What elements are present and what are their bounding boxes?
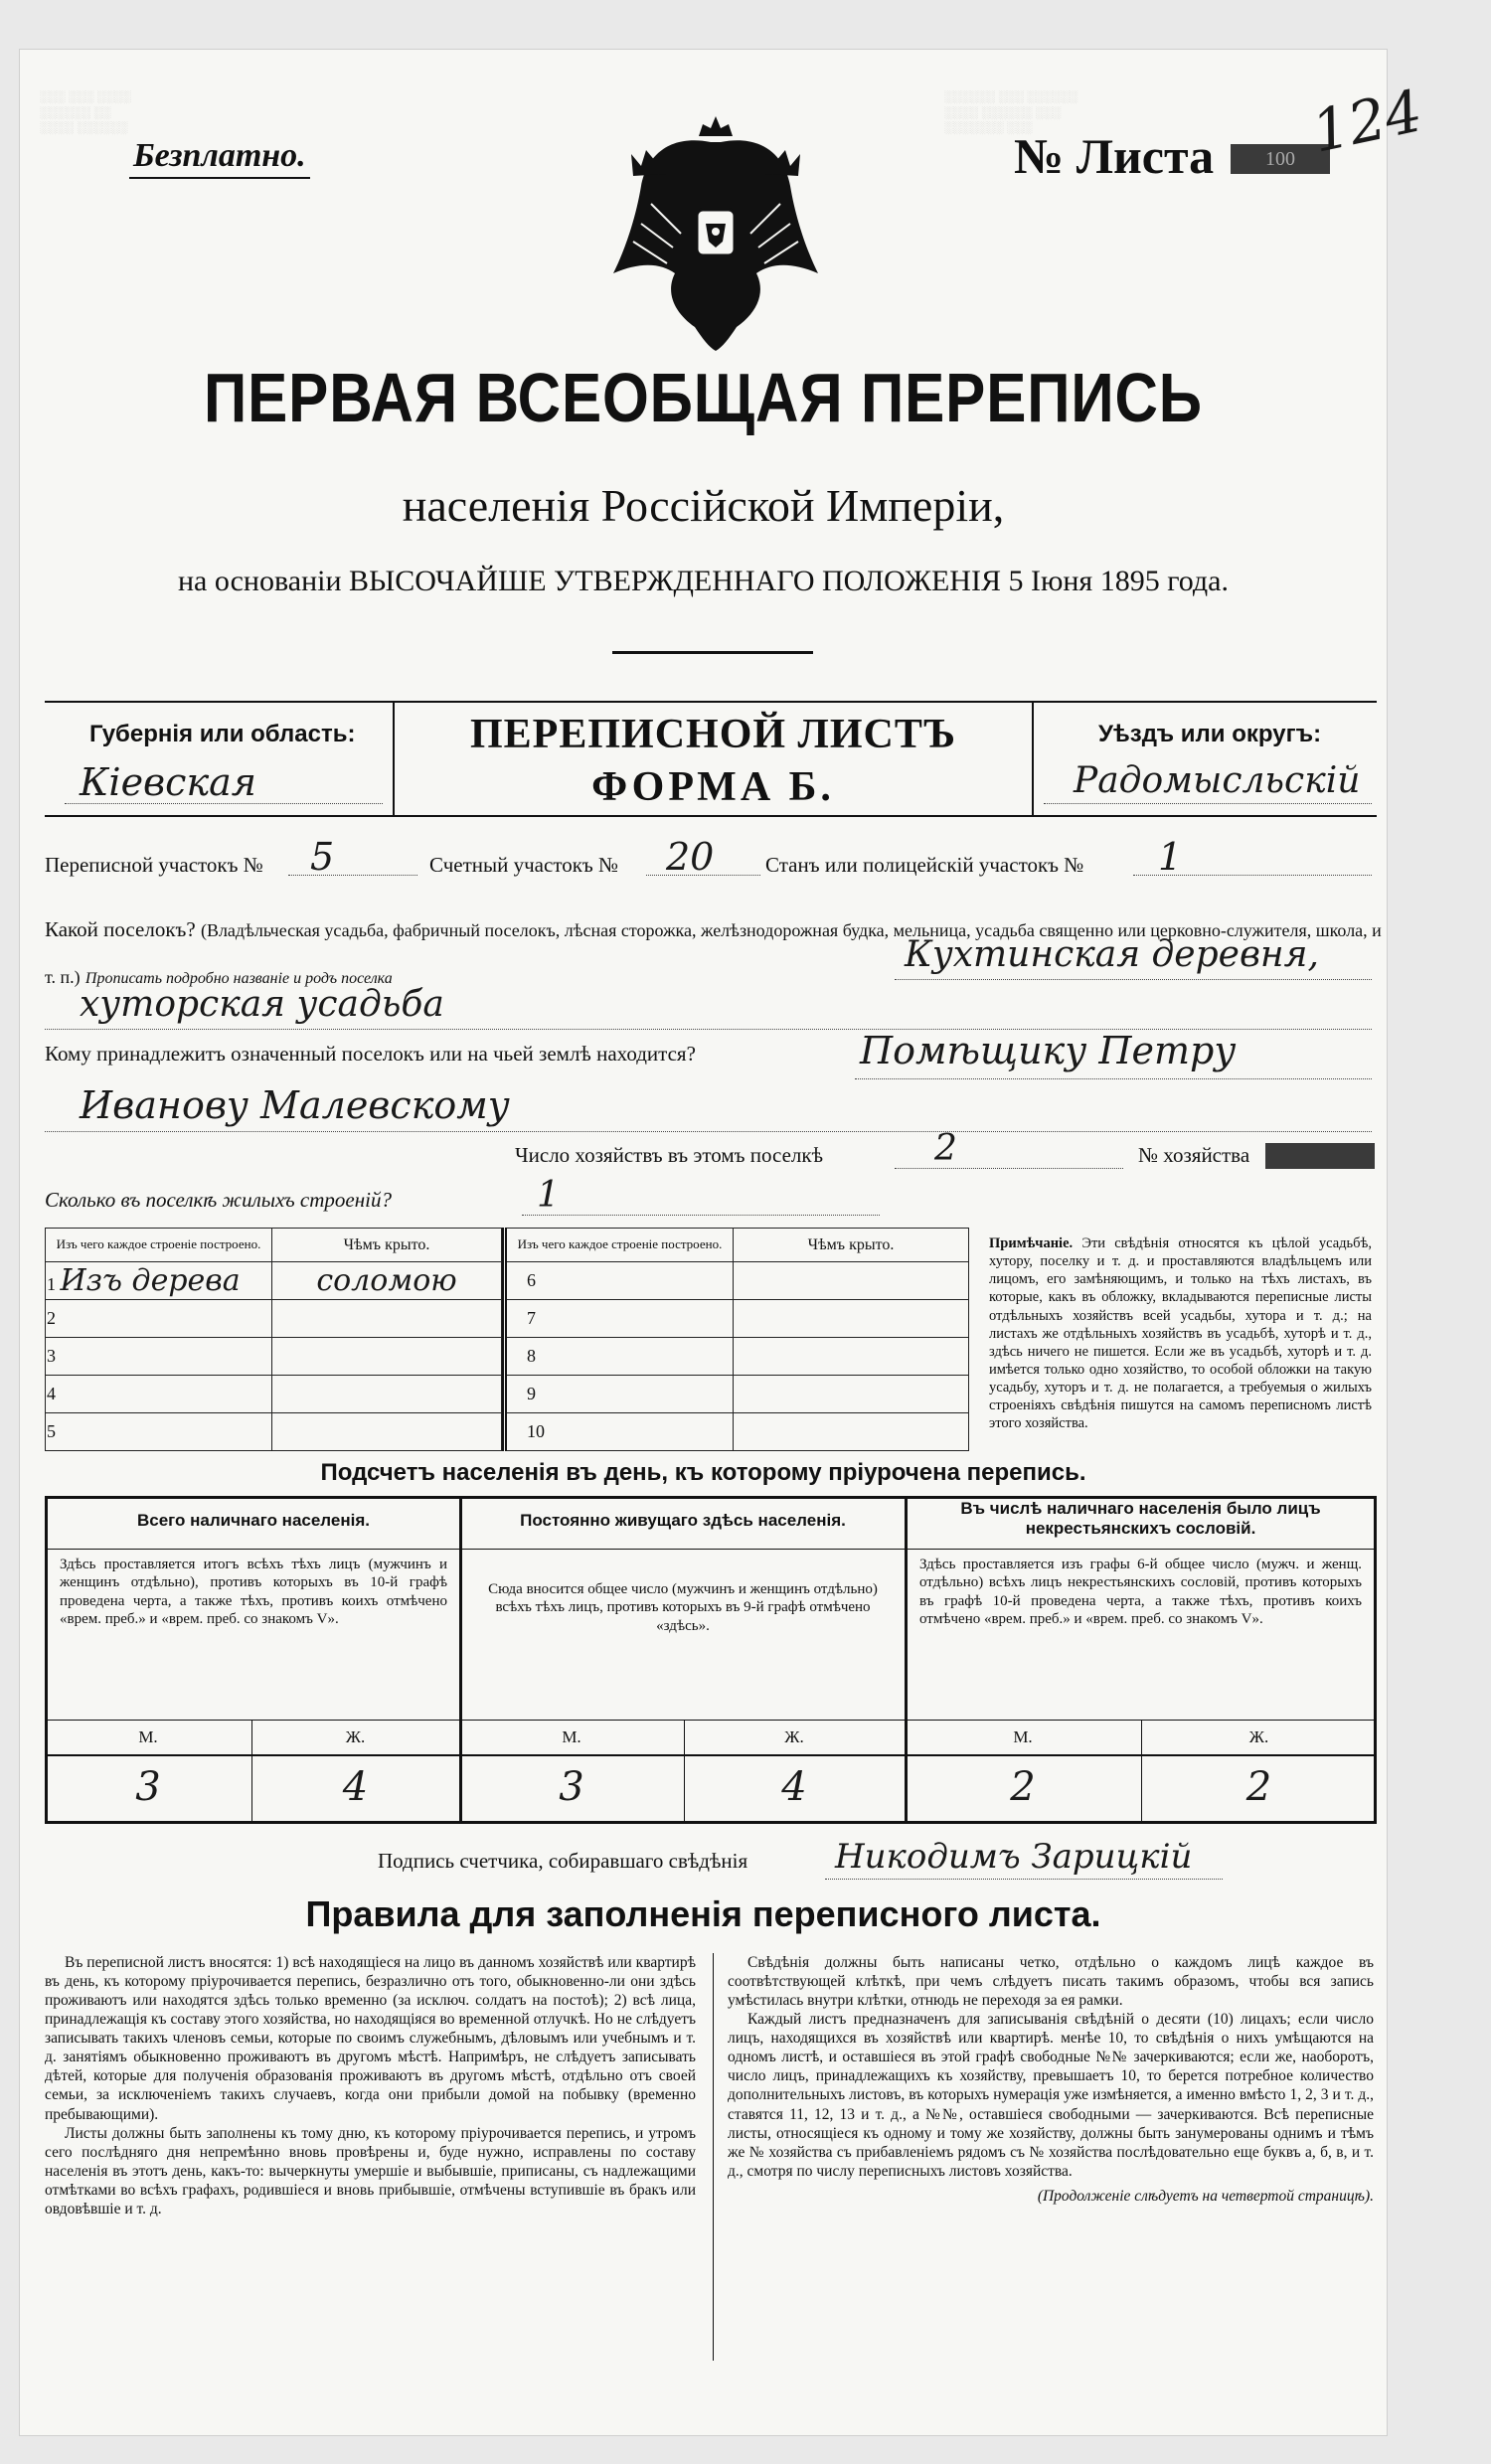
pop-c2-f-label: Ж. xyxy=(784,1727,804,1746)
settlement-label: Какой поселокъ? xyxy=(45,917,196,941)
census-title: ПЕРВАЯ ВСЕОБЩАЯ ПЕРЕПИСЬ xyxy=(204,359,1203,436)
owner-line-2 xyxy=(45,1131,1372,1132)
row-num: 7 xyxy=(505,1300,734,1338)
counting-district-label: Счетный участокъ № xyxy=(429,853,619,877)
uezd-value: Радомысльскій xyxy=(1074,760,1361,801)
rules-right-p2: Каждый листъ предназначенъ для записыванія свѣдѣній о десяти (10) лицахъ; если число лицъ, находящихся въ хозяйствѣ или квартирѣ. менѣе 10, то свѣдѣнія о нихъ умѣщаются на одномъ листѣ, и оставшіеся въ этой графѣ свободные №№ зачеркиваются; если же, наоборотъ, число лицъ, принадлежащихъ къ хозяйству, превышаетъ 10, то берется потребное количество дополнительныхъ листовъ, въ которыхъ нумерація уже измѣняется, а именно вмѣсто 1, 2, 3 и т. д., ставятся 11, 12, 13 и т. д., а №№, оставшіеся свободными — зачеркиваются. Всѣ переписные листы, относящіеся къ одному и тому же хозяйству, должны быть занумерованы однимъ и тѣмъ же № хозяйства съ прибавленіемъ рядомъ съ № хозяйства послѣдовательно еще буквъ а, б, в, и т. д., смотря по числу переписныхъ листовъ хозяйства. xyxy=(728,2011,1374,2180)
col-roof-header: Чѣмъ крыто. xyxy=(734,1229,969,1262)
pop-c1-f-label: Ж. xyxy=(345,1727,366,1746)
row-num: 8 xyxy=(505,1338,734,1376)
owner-line-1 xyxy=(855,1078,1372,1079)
owner-value-1: Помѣщику Петру xyxy=(860,1029,1237,1072)
guberniya-label: Губернія или область: xyxy=(89,721,356,747)
signature-line xyxy=(825,1879,1223,1880)
pop-c2-m-label: М. xyxy=(562,1727,581,1746)
pop-col3-title: Въ числѣ наличнаго населенія было лицъ некрестьянскихъ сословій. xyxy=(960,1499,1321,1539)
form-subtitle: ФОРМА Б. xyxy=(591,764,835,810)
household-no-label: № хозяйства xyxy=(1138,1143,1250,1167)
population-heading: Подсчетъ населенія въ день, къ которому пріурочена перепись. xyxy=(320,1459,1086,1486)
row-num: 2 xyxy=(47,1308,56,1328)
pop-c1-m-value: 3 xyxy=(135,1764,161,1810)
households-line xyxy=(895,1168,1123,1169)
counting-district-line xyxy=(646,875,760,876)
free-label: Безплатно. xyxy=(129,137,310,179)
owner-label: Кому принадлежитъ означенный поселокъ или на чьей землѣ находится? xyxy=(45,1042,696,1066)
pop-col2-text: Сюда вносится общее число (мужчинъ и женщинъ отдѣльно) всѣхъ тѣхъ лицъ, противъ которыхъ въ 9-й графѣ отмѣчено «здѣсь». xyxy=(488,1581,878,1634)
note-block xyxy=(989,1234,1372,1432)
stan-label: Станъ или полицейскій участокъ № xyxy=(765,853,1084,877)
row-num: 9 xyxy=(505,1376,734,1413)
table-row xyxy=(505,1376,969,1413)
census-legal-basis: на основаніи ВЫСОЧАЙШЕ УТВЕРЖДЕННАГО ПОЛОЖЕНІЯ 5 Іюня 1895 года. xyxy=(178,565,1229,597)
household-no-value-redacted xyxy=(1265,1143,1375,1169)
rules-left-column xyxy=(45,1953,696,2218)
rules-right-column xyxy=(728,1953,1374,2206)
guberniya-underline xyxy=(65,803,383,804)
pop-col1-title: Всего наличнаго населенія. xyxy=(137,1511,370,1530)
census-district-line xyxy=(288,875,417,876)
census-district-value: 5 xyxy=(310,835,335,879)
uezd-label: Уѣздъ или округъ: xyxy=(1098,721,1322,747)
pop-mf-top-line xyxy=(45,1720,1377,1721)
signature-label: Подпись счетчика, собиравшаго свѣдѣнія xyxy=(378,1849,748,1873)
settlement-line-1 xyxy=(895,979,1372,980)
table-row xyxy=(46,1262,502,1300)
form-title: ПЕРЕПИСНОЙ ЛИСТЪ xyxy=(470,712,956,757)
pop-col2-title: Постоянно живущаго здѣсь населенія. xyxy=(520,1511,846,1530)
note-title: Примѣчаніе. xyxy=(989,1235,1074,1251)
rules-right-p1: Свѣдѣнія должны быть написаны четко, отдѣльно о каждомъ лицѣ каждое въ соотвѣтствующей клѣткѣ, при чемъ слѣдуетъ писать такимъ образомъ, чтобы вся запись умѣстилась внутри клѣтки, отнюдь не переходя за ея рамки. xyxy=(728,1954,1374,2010)
pop-c3-f-value: 2 xyxy=(1245,1764,1272,1810)
header-band-bottom xyxy=(45,815,1377,817)
rules-left-p1: Въ переписной листъ вносятся: 1) всѣ находящіеся на лицо въ данномъ хозяйствѣ или квартирѣ въ день, къ которому пріурочивается перепись, безразлично отъ того, обыкновенно-ли они здѣсь проживаютъ или находятся здѣсь только временно (за исключ. солдатъ на постоѣ); 2) всѣ лица, принадлежащія къ составу этого хозяйства, но находящіяся во временной отлучкѣ. Но не слѣдуетъ записывать такихъ членовъ семьи, которые по своимъ служебнымъ, дѣловымъ или учебнымъ и т. д. занятіямъ обыкновенно проживаютъ въ другомъ мѣстѣ. Напримѣръ, не слѣдуетъ записывать дѣтей, которые для полученія образованія проживаютъ въ другомъ мѣстѣ, отдѣльно отъ своей семьи, за исключеніемъ такихъ случаевъ, когда они прибыли домой на побывку (временно пребывающими). xyxy=(45,1954,696,2123)
stan-line xyxy=(1133,875,1372,876)
imperial-eagle-emblem xyxy=(611,114,820,353)
note-text: Эти свѣдѣнія относятся къ цѣлой усадьбѣ, хутору, поселку и т. д. и проставляются владѣльцемъ или лицомъ, его замѣняющимъ, и только на тѣхъ листахъ, въ которые, какъ въ обложку, вкладываются переписные листы отдѣльныхъ хозяйствъ всей усадьбы, хутора и т. д.; на листахъ же отдѣльныхъ хозяйствъ въ усадьбѣ, хуторѣ и т. д., здѣсь ничего не пишется. Если же въ усадьбѣ, хуторѣ и т. д. имѣется только одно хозяйство, то особой обложки на такую усадьбу, хуторъ и т. д. не полагается, а требуемыя о жилыхъ строеніяхъ свѣдѣнія пишутся на самомъ переписномъ листѣ этого хозяйства. xyxy=(989,1235,1373,1432)
pop-mf-bottom-line xyxy=(45,1754,1377,1756)
row-num: 5 xyxy=(47,1421,56,1441)
buildings-label: Сколько въ поселкѣ жилыхъ строеній? xyxy=(45,1188,392,1212)
sheet-number-label: № Листа xyxy=(1014,128,1215,184)
pop-col1-text: Здѣсь проставляется итогъ всѣхъ тѣхъ лицъ (мужчинъ и женщинъ отдѣльно), противъ которыхъ въ 10-й графѣ проведена черта, а также тѣхъ, противъ коихъ отмѣчено «врем. преб.» и «врем. преб. со знакомъ V». xyxy=(60,1557,447,1627)
table-row xyxy=(505,1262,969,1300)
households-label: Число хозяйствъ въ этомъ поселкѣ xyxy=(515,1143,823,1167)
households-value: 2 xyxy=(934,1128,957,1169)
buildings-line xyxy=(522,1215,880,1216)
census-sheet xyxy=(20,50,1428,2435)
rules-left-p2: Листы должны быть заполнены къ тому дню, къ которому пріурочивается перепись, и утромъ сего послѣдняго дня непремѣнно вновь провѣрены и, буде нужно, исправлены по составу населенія въ этотъ день, какъ-то: вычеркнуты умершіе и выбывшіе, приписаны, съ надлежащими отмѣтками во всѣхъ графахъ, родившіеся и вновь прибывшіе, отмѣчены вступившіе въ бракъ или овдовѣвшіе и т. д. xyxy=(45,2124,696,2218)
counting-district-value: 20 xyxy=(666,835,715,879)
rules-heading: Правила для заполненія переписного листа. xyxy=(305,1893,1101,1934)
row-num: 1 xyxy=(47,1274,56,1294)
settlement-value-1: Кухтинская деревня, xyxy=(905,934,1319,975)
row-num: 4 xyxy=(47,1384,56,1403)
table-row xyxy=(46,1300,502,1338)
rules-continuation: (Продолженіе слѣдуетъ на четвертой страницѣ). xyxy=(1037,2187,1374,2205)
settlement-hint: (Владѣльческая усадьба, фабричный поселокъ, лѣсная сторожка, желѣзнодорожная будка, мельница, усадьба священно или церковно-служителя, школа, и т. п.) xyxy=(45,920,1382,987)
table-row xyxy=(505,1300,969,1338)
pop-col3-text: Здѣсь проставляется изъ графы 6-й общее число (мужч. и женщ. отдѣльно) всѣхъ лицъ некрестьянскихъ сословій, противъ которыхъ въ графѣ 10-й проведена черта, а также тѣхъ, противъ коихъ отмѣчено «врем. преб.» и «врем. преб. со знакомъ V». xyxy=(919,1557,1362,1627)
title-divider xyxy=(612,651,813,654)
row-num: 3 xyxy=(47,1346,56,1366)
pop-c1-m-label: М. xyxy=(138,1727,158,1746)
header-band-top xyxy=(45,701,1377,703)
row-num: 6 xyxy=(505,1262,734,1300)
table-row xyxy=(46,1376,502,1413)
row-num: 10 xyxy=(505,1413,734,1451)
pop-header-line xyxy=(45,1549,1377,1550)
pop-c3-m-label: М. xyxy=(1013,1727,1033,1746)
settlement-value-2: хуторская усадьба xyxy=(80,984,444,1025)
sheet-number-value: 100 xyxy=(1231,144,1330,174)
table-row xyxy=(46,1413,502,1451)
pop-c3-m-value: 2 xyxy=(1010,1764,1036,1810)
uezd-underline xyxy=(1044,803,1372,804)
buildings-table-right xyxy=(502,1228,969,1451)
corner-handwritten-number: 124 xyxy=(1306,77,1428,166)
signature-value: Никодимъ Зарицкій xyxy=(835,1837,1193,1877)
col-roof-header: Чѣмъ крыто. xyxy=(272,1229,502,1262)
table-row xyxy=(505,1413,969,1451)
pop-c1-f-value: 4 xyxy=(342,1764,369,1810)
table-row xyxy=(46,1338,502,1376)
stan-value: 1 xyxy=(1158,835,1183,879)
row-roof: соломою xyxy=(316,1263,457,1298)
table-row xyxy=(505,1338,969,1376)
buildings-table-left xyxy=(45,1228,502,1451)
row-material: Изъ дерева xyxy=(60,1263,241,1298)
census-subtitle: населенія Россійской Имперіи, xyxy=(402,480,1005,531)
header-band-divider-left xyxy=(393,701,395,815)
col-material-header: Изъ чего каждое строеніе построено. xyxy=(46,1229,272,1262)
bleed-through-right: ░░░░░░ ░░░ ░░░░░░ ░░░░ ░░░░░░ ░░░ ░░░░░░░ ░░░ xyxy=(944,89,1078,135)
census-district-label: Переписной участокъ № xyxy=(45,853,263,877)
pop-c2-m-value: 3 xyxy=(559,1764,584,1810)
owner-value-2: Иванову Малевскому xyxy=(80,1083,510,1127)
buildings-value: 1 xyxy=(537,1175,560,1216)
header-band-divider-right xyxy=(1032,701,1034,815)
pop-c3-f-label: Ж. xyxy=(1248,1727,1269,1746)
settlement-instruction: Прописать подробно названіе и родъ поселка xyxy=(84,970,393,987)
rules-column-divider xyxy=(713,1953,714,2361)
col-material-header: Изъ чего каждое строеніе построено. xyxy=(505,1229,734,1262)
bleed-through-left: ░░░ ░░░ ░░░░ ░░░░░░ ░░ ░░░░ ░░░░░░ xyxy=(40,89,131,135)
guberniya-value: Кіевская xyxy=(80,760,256,804)
pop-c2-f-value: 4 xyxy=(781,1764,807,1810)
